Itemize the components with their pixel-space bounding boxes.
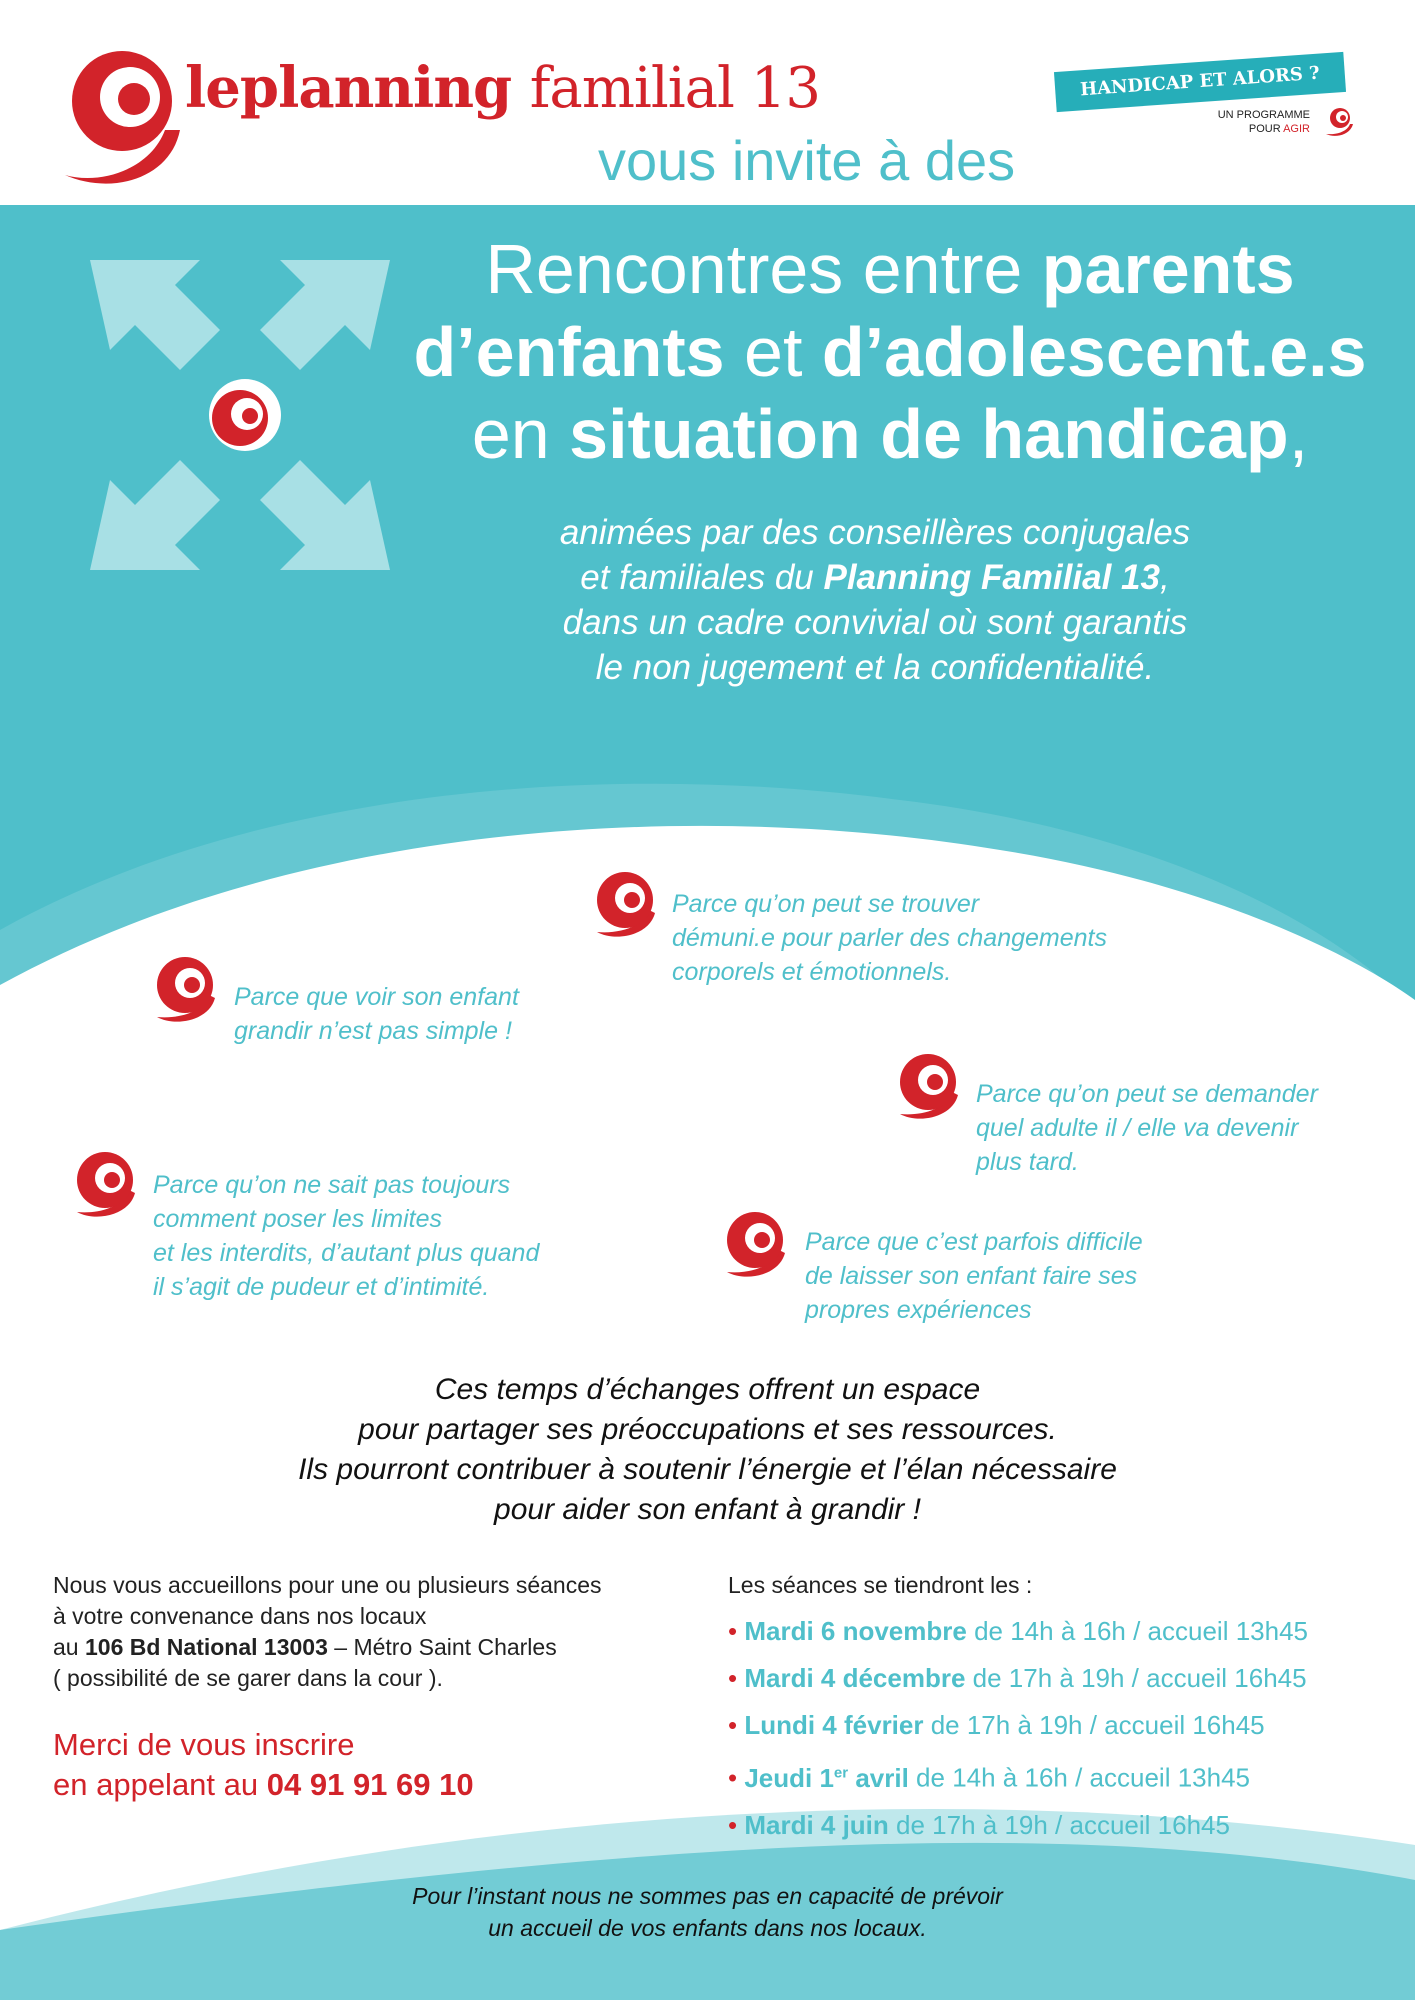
session-day: Mardi 4 décembre	[744, 1663, 966, 1693]
programme-pour: POUR	[1248, 123, 1281, 135]
exchange-paragraph	[100, 1370, 1315, 1530]
call-line2a: en appelant au	[53, 1767, 267, 1802]
spiral-bullet-icon	[715, 1208, 787, 1280]
hero-headline	[370, 228, 1410, 476]
hero-s3: dans un cadre convivial où sont garantis	[562, 603, 1188, 642]
session-item: • Mardi 4 juin de 17h à 19h / accueil 16h45	[728, 1809, 1230, 1840]
footer-line2: un accueil de vos enfants dans nos locaux.	[488, 1915, 927, 1941]
phone-number[interactable]: 04 91 91 69 10	[266, 1767, 474, 1802]
reason-1	[672, 887, 1107, 989]
hero-t2a: d’enfants	[413, 312, 725, 391]
session-item: • Mardi 6 novembre de 14h à 16h / accueil 13h45	[728, 1616, 1309, 1646]
spiral-bullet-icon	[585, 868, 657, 940]
sessions-intro: Les séances se tiendront les :	[728, 1572, 1033, 1598]
session-time: de 14h à 16h / accueil 13h45	[966, 1616, 1309, 1646]
session-item: • Jeudi 1er avril de 14h à 16h / accueil 13h45	[728, 1762, 1250, 1793]
metro: – Métro Saint Charles	[327, 1634, 557, 1660]
footer-note	[100, 1880, 1315, 1944]
info-line3a: au	[53, 1634, 85, 1660]
middle-line2: pour partager ses préoccupations et ses ressources.	[358, 1413, 1057, 1446]
logo-planning: planning	[239, 55, 512, 121]
spiral-logo-icon	[30, 45, 180, 185]
info-line2: à votre convenance dans nos locaux	[53, 1603, 427, 1629]
hero-s2a: et familiales du	[580, 558, 824, 597]
reason-4	[153, 1168, 539, 1304]
logo-le: le	[185, 55, 240, 121]
spiral-bullet-icon	[65, 1148, 137, 1220]
converging-arrows-icon	[80, 250, 400, 580]
reason-1-line2: démuni.e pour parler des changements	[672, 924, 1107, 952]
reason-3-line1: Parce qu’on peut se demander	[976, 1080, 1318, 1108]
small-spiral-icon	[1320, 104, 1354, 138]
session-day: Mardi 6 novembre	[744, 1616, 967, 1646]
info-line1: Nous vous accueillons pour une ou plusieurs séances	[53, 1572, 602, 1598]
address: 106 Bd National 13003	[84, 1634, 328, 1660]
hero-s2b: Planning Familial 13	[823, 558, 1160, 597]
logo-familial: familial 13	[529, 56, 821, 121]
reason-3-line2: quel adulte il / elle va devenir	[976, 1114, 1299, 1142]
reason-5-line2: de laisser son enfant faire ses	[805, 1262, 1138, 1290]
hero-s1: animées par des conseillères conjugales	[559, 513, 1191, 552]
call-line1: Merci de vous inscrire	[53, 1727, 355, 1762]
reason-2-line1: Parce que voir son enfant	[234, 983, 519, 1011]
spiral-bullet-icon	[145, 953, 217, 1025]
reason-4-line3: et les interdits, d’autant plus quand	[153, 1239, 540, 1267]
middle-line3: Ils pourront contribuer à soutenir l’énergie et l’élan nécessaire	[298, 1453, 1117, 1486]
session-day-sup: er	[833, 1764, 849, 1781]
badge-label: HANDICAP ET ALORS ?	[1079, 62, 1321, 101]
session-item: • Mardi 4 décembre de 17h à 19h / accueil 16h45	[728, 1663, 1307, 1693]
reason-3	[976, 1077, 1318, 1179]
sessions-list	[728, 1608, 1408, 1849]
hero-t1b: parents	[1041, 230, 1295, 308]
programme-label	[1190, 108, 1310, 136]
reason-4-line2: comment poser les limites	[153, 1205, 442, 1233]
hero-t2b: et	[724, 312, 822, 391]
programme-agir: AGIR	[1283, 123, 1310, 135]
registration-call	[53, 1725, 474, 1805]
info-line4: ( possibilité de se garer dans la cour ).	[53, 1665, 443, 1691]
reason-3-line3: plus tard.	[976, 1148, 1079, 1176]
reason-5-line1: Parce que c’est parfois difficile	[805, 1228, 1143, 1256]
session-time: de 17h à 19h / accueil 16h45	[888, 1809, 1230, 1840]
spiral-bullet-icon	[888, 1050, 960, 1122]
reason-5-line3: propres expériences	[805, 1296, 1032, 1324]
invite-text: vous invite à des	[598, 129, 1016, 192]
reason-4-line1: Parce qu’on ne sait pas toujours	[153, 1171, 511, 1199]
session-day-post: avril	[848, 1762, 909, 1793]
session-day-pre: Jeudi 1	[744, 1762, 834, 1793]
reason-1-line3: corporels et émotionnels.	[672, 958, 952, 986]
reason-5	[805, 1225, 1143, 1327]
hero-s4: le non jugement et la confidentialité.	[595, 648, 1155, 687]
reason-4-line4: il s’agit de pudeur et d’intimité.	[153, 1273, 490, 1301]
session-day: Lundi 4 février	[744, 1710, 924, 1740]
session-time: de 17h à 19h / accueil 16h45	[923, 1710, 1265, 1740]
hero-t1a: Rencontres entre	[485, 230, 1042, 308]
session-time: de 17h à 19h / accueil 16h45	[965, 1663, 1307, 1693]
hero-t3a: en	[471, 395, 570, 474]
hero-t3c: ,	[1288, 395, 1309, 474]
session-item: • Lundi 4 février de 17h à 19h / accueil 16h45	[728, 1710, 1265, 1740]
session-day: Mardi 4 juin	[744, 1809, 889, 1840]
middle-line4: pour aider son enfant à grandir !	[494, 1493, 921, 1526]
reason-2-line2: grandir n’est pas simple !	[234, 1017, 512, 1045]
middle-line1: Ces temps d’échanges offrent un espace	[434, 1373, 981, 1406]
hero-t3b: situation de handicap	[569, 395, 1289, 474]
footer-line1: Pour l’instant nous ne sommes pas en capacité de prévoir	[412, 1883, 1003, 1909]
hero-t2c: d’adolescent.e.s	[821, 312, 1367, 391]
reason-2	[234, 980, 519, 1048]
session-time: de 14h à 16h / accueil 13h45	[908, 1762, 1250, 1793]
hero-s2c: ,	[1159, 558, 1170, 597]
reason-1-line1: Parce qu’on peut se trouver	[672, 890, 980, 918]
programme-line1: UN PROGRAMME	[1217, 109, 1310, 121]
location-info	[53, 1570, 693, 1694]
hero-subtitle	[500, 510, 1250, 690]
